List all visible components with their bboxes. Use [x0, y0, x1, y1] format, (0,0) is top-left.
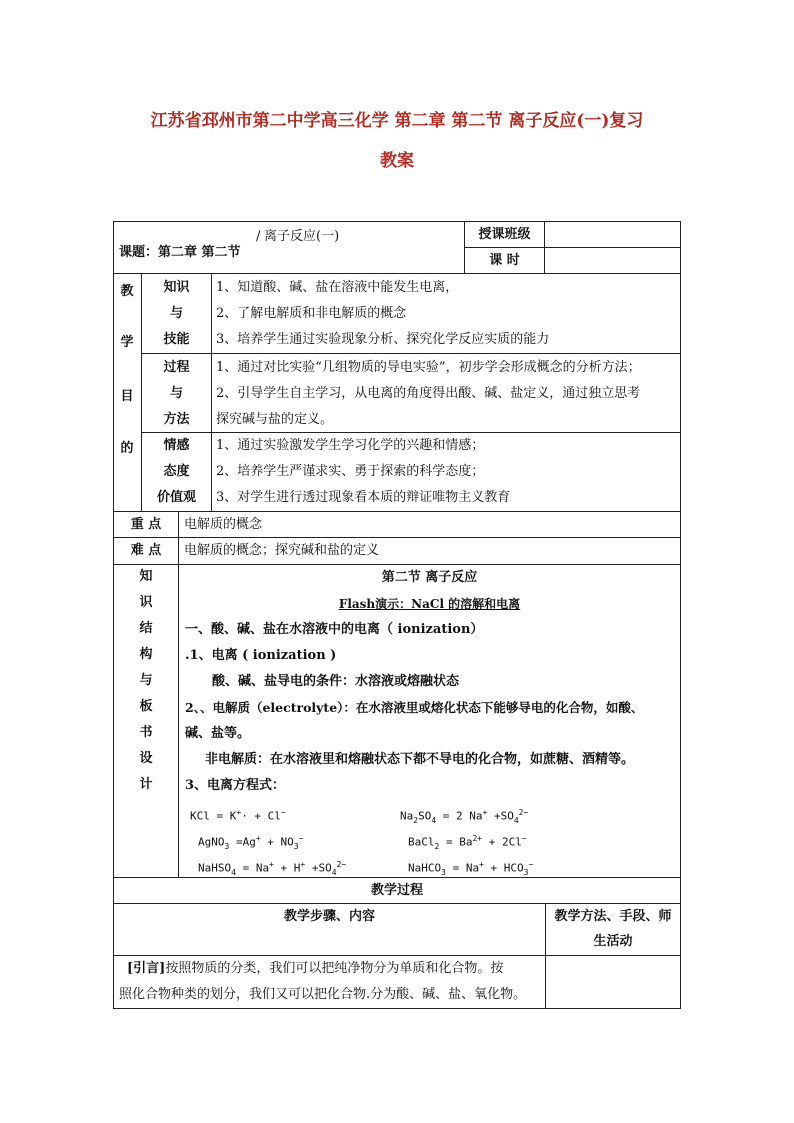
- board-section-1: 一、酸、碱、盐在水溶液中的电离（ ionization）: [185, 622, 484, 637]
- intro-line-2: 照化合物种类的划分，我们又可以把化合物.分为酸、碱、盐、氧化物。: [119, 987, 527, 1002]
- emotion-item-1: 1、通过实验激发学生学习化学的兴趣和情感；: [216, 438, 485, 453]
- key-points-label: 重 点: [130, 517, 162, 532]
- process-col-2-line-2: 生活动: [593, 934, 633, 949]
- process-col-2-line-1: 教学方法、手段、师: [554, 909, 672, 924]
- topic-value-prefix: /: [256, 229, 261, 244]
- objectives-side-3: 目: [120, 389, 134, 404]
- board-section-2c: 非电解质：在水溶液里和熔融状态下都不导电的化合物，如蔗糖、酒精等。: [205, 752, 635, 767]
- key-points-value: 电解质的概念: [184, 517, 263, 532]
- title-line-1: 江苏省邳州市第二中学高三化学 第二章 第二节 离子反应(一)复习: [150, 111, 644, 131]
- knowledge-label-3: 技能: [163, 332, 190, 347]
- emotion-label-2: 态度: [163, 464, 190, 479]
- board-side-7: 书: [139, 725, 153, 740]
- topic-label: 课题：第二章 第二节: [119, 245, 241, 260]
- board-section-2b: 碱、盐等。: [185, 726, 251, 741]
- topic-value: 离子反应(一): [264, 229, 340, 244]
- knowledge-label-2: 与: [169, 306, 183, 321]
- difficult-points-value: 电解质的概念；探究碱和盐的定义: [184, 543, 380, 558]
- board-side-3: 结: [139, 621, 153, 636]
- process-item-3: 探究碱与盐的定义。: [216, 412, 334, 427]
- emotion-label-3: 价值观: [156, 490, 196, 505]
- process-item-1: 1、通过对比实验“几组物质的导电实验”，初步学会形成概念的分析方法；: [216, 360, 641, 375]
- board-side-4: 构: [139, 647, 153, 662]
- board-section-3: 3、电离方程式：: [185, 778, 286, 793]
- process-title: 教学过程: [370, 883, 423, 898]
- knowledge-item-2: 2、了解电解质和非电解质的概念: [216, 306, 407, 321]
- knowledge-item-1: 1、知道酸、碱、盐在溶液中能发生电离，: [216, 280, 459, 295]
- board-side-2: 识: [139, 595, 153, 610]
- intro-line-1: [127, 960, 503, 978]
- title-line-2: 教案: [380, 151, 414, 171]
- knowledge-label-1: 知识: [163, 280, 190, 295]
- board-side-5: 与: [139, 673, 153, 688]
- class-label: 授课班级: [478, 227, 531, 242]
- process-col-1: 教学步骤、内容: [283, 909, 375, 924]
- equation-na2so4: $Na_2SO_4 = 2$ $Na^+ +SO_4^{2-}$: [400, 808, 529, 825]
- board-section-2a: 2、、电解质（electrolyte）：在水溶液里或熔化状态下能够导电的化合物，如酸、: [185, 700, 644, 715]
- knowledge-item-3: 3、培养学生通过实验现象分析、探究化学反应实质的能力: [216, 332, 550, 347]
- process-label-2: 与: [169, 386, 183, 401]
- process-label-1: 过程: [163, 360, 190, 375]
- board-section-1-1: .1、电离 ( ionization ): [185, 648, 337, 663]
- board-side-6: 板: [139, 699, 153, 714]
- hours-label: 课 时: [489, 253, 520, 268]
- objectives-side-2: 学: [120, 335, 134, 350]
- equation-bacl2: BaCl$_2$ = $Ba^{2+} + 2Cl^-$: [408, 834, 527, 851]
- equation-nahco3: NaHCO$_3$ = $Na^+ + HCO_3^-$: [408, 860, 534, 877]
- intro-text-1: 按照物质的分类，我们可以把纯净物分为单质和化合物。按: [165, 961, 504, 976]
- board-flash: Flash演示：NaCl 的溶解和电离: [338, 597, 521, 611]
- board-side-8: 设: [139, 751, 153, 766]
- board-section-1-2: 酸、碱、盐导电的条件：水溶液或熔融状态: [212, 674, 460, 689]
- equation-kcl: KCl = K+· + Cl−: [190, 808, 286, 823]
- equation-nahso4: NaHSO$_4$ = $Na^+ + H^+ +SO_4^{2-}$: [198, 860, 347, 877]
- equation-agno3: AgNO$_3$ $=Ag^+ + NO_3^-$: [198, 834, 304, 851]
- board-side-9: 计: [139, 777, 153, 792]
- board-heading: 第二节 离子反应: [381, 570, 478, 585]
- process-item-2: 2、引导学生自主学习，从电离的角度得出酸、碱、盐定义，通过独立思考: [216, 386, 641, 401]
- emotion-item-2: 2、培养学生严谨求实、勇于探索的科学态度；: [216, 464, 485, 479]
- objectives-side-1: 教: [120, 284, 134, 299]
- emotion-item-3: 3、对学生进行透过现象看本质的辩证唯物主义教育: [216, 490, 511, 505]
- objectives-side-4: 的: [120, 441, 134, 456]
- board-side-1: 知: [139, 569, 153, 584]
- difficult-points-label: 难 点: [130, 543, 162, 558]
- intro-tag: [引言]: [127, 961, 166, 976]
- emotion-label-1: 情感: [163, 438, 190, 453]
- process-label-3: 方法: [163, 412, 190, 427]
